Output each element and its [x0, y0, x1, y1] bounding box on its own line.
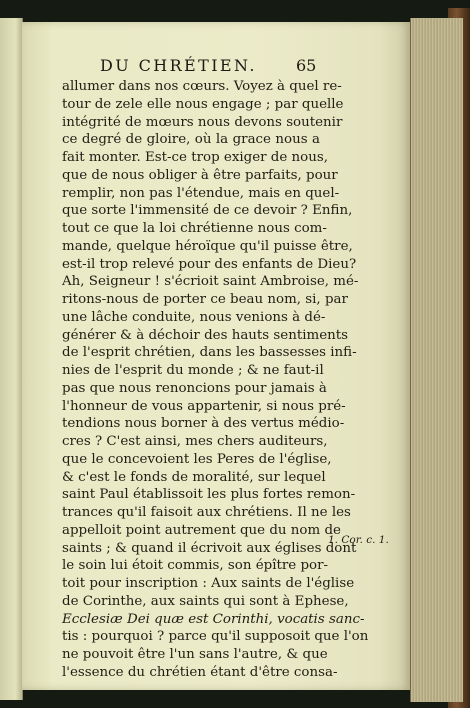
text-line: nies de l'esprit du monde ; & ne faut-il: [62, 363, 324, 378]
text-line: que le concevoient les Peres de l'église,: [62, 451, 332, 467]
text-line: tendions nous borner à des vertus médio-: [62, 416, 345, 432]
text-line: saint Paul établissoit les plus fortes remon-: [62, 487, 356, 503]
marginal-reference: 1. Cor. c. 1.: [328, 534, 389, 546]
text-line: que de nous obliger à être parfaits, pour: [62, 167, 338, 183]
text-line: tis : pourquoi ? parce qu'il supposoit que l'on: [62, 629, 369, 645]
text-line: pas que nous renoncions pour jamais à: [62, 380, 327, 396]
text-line: ritons-nous de porter ce beau nom, si, par: [62, 292, 348, 307]
text-line: Ah, Seigneur ! s'écrioit saint Ambroise, mé-: [62, 274, 359, 290]
text-line: de Corinthe, aux saints qui sont à Ephese,: [62, 593, 349, 609]
text-line: remplir, non pas l'étendue, mais en quel-: [62, 185, 340, 201]
text-line: est-il trop relevé pour des enfants de Dieu?: [62, 256, 357, 272]
text-line: ne pouvoit être l'un sans l'autre, & que: [62, 647, 328, 662]
text-line: une lâche conduite, nous venions à dé-: [62, 309, 326, 325]
text-line: trances qu'il faisoit aux chrétiens. Il ne les: [62, 505, 351, 520]
text-line: fait monter. Est-ce trop exiger de nous,: [62, 150, 329, 165]
text-line: appelloit point autrement que du nom de: [62, 522, 341, 538]
text-line: que sorte l'immensité de ce devoir ? Enfin,: [62, 203, 353, 219]
text-line: saints ; & quand il écrivoit aux églises dont: [62, 540, 357, 556]
text-line-latin: Ecclesiæ Dei quæ est Corinthi, vocatis sanc-: [62, 611, 365, 627]
page-number: 65: [296, 56, 317, 75]
text-line: mande, quelque héroïque qu'il puisse être,: [62, 238, 353, 254]
text-line: de l'esprit chrétien, dans les bassesses infi-: [62, 345, 357, 361]
text-line: & c'est le fonds de moralité, sur lequel: [62, 469, 326, 485]
text-line: tout ce que la loi chrétienne nous com-: [62, 221, 327, 236]
text-line: intégrité de mœurs nous devons soutenir: [62, 114, 343, 130]
running-title: DU CHRÉTIEN.: [100, 56, 257, 75]
text-line: ce degré de gloire, où la grace nous a: [62, 132, 320, 148]
text-line: tour de zele elle nous engage ; par quelle: [62, 96, 344, 112]
text-line: allumer dans nos cœurs. Voyez à quel re-: [62, 79, 342, 94]
facing-page-edge: [0, 18, 23, 700]
text-line: générer & à déchoir des hauts sentiments: [62, 327, 349, 343]
text-line: l'essence du chrétien étant d'être consa-: [62, 664, 338, 680]
page-fore-edge: [410, 18, 463, 702]
text-line: l'honneur de vous appartenir, si nous pré-: [62, 398, 346, 414]
text-line: toit pour inscription : Aux saints de l'église: [62, 576, 355, 591]
text-line: le soin lui étoit commis, son épître por-: [62, 558, 329, 574]
text-line: cres ? C'est ainsi, mes chers auditeurs,: [62, 434, 328, 449]
